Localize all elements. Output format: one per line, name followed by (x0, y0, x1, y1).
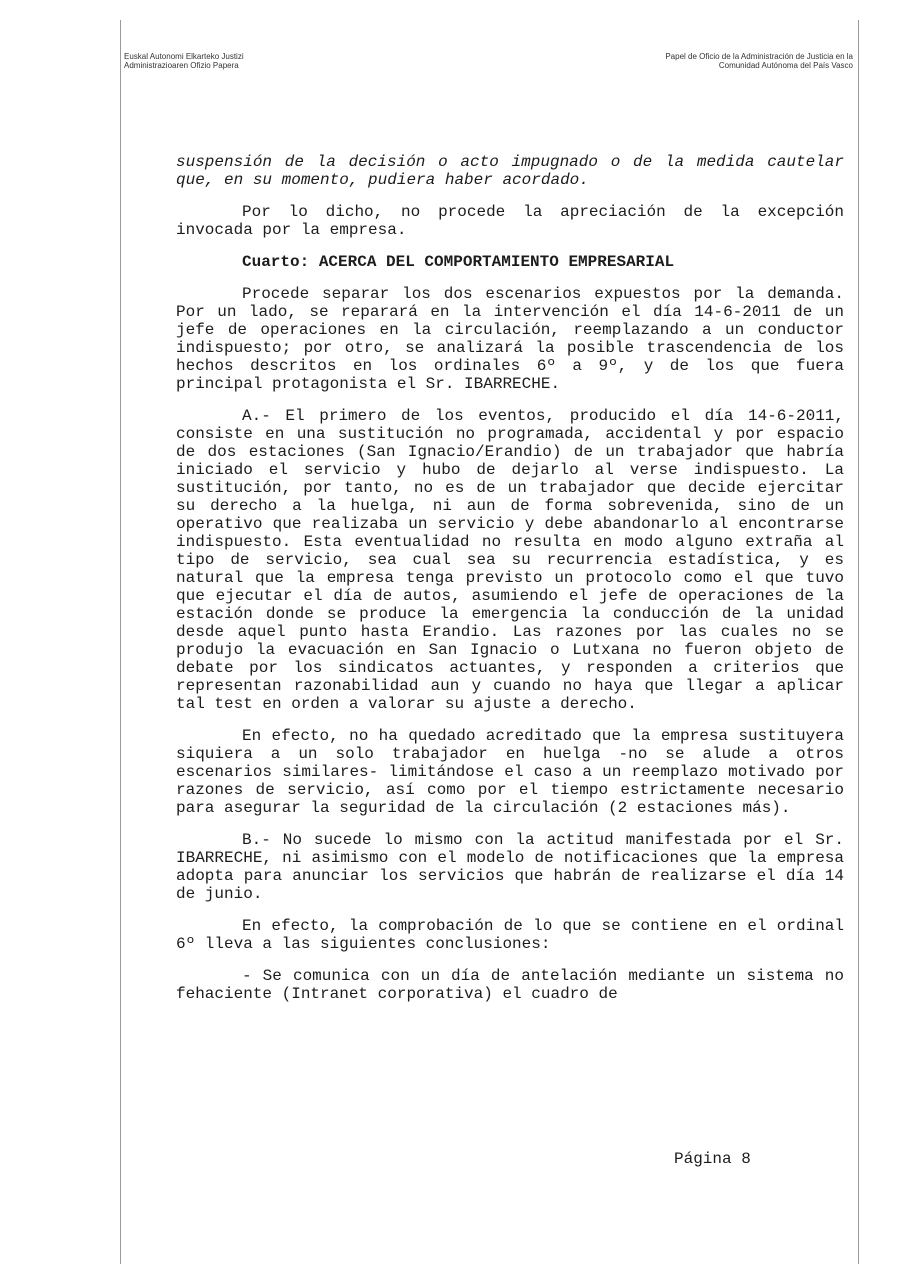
paragraph-exception: Por lo dicho, no procede la apreciación de la excepción invocada por la empresa. (176, 203, 844, 239)
paragraph-bullet: - Se comunica con un día de antelación mediante un sistema no fehaciente (Intranet corporativa) el cuadro de (176, 967, 844, 1003)
header-basque (124, 52, 244, 70)
paragraph-a: A.- El primero de los eventos, producido el día 14-6-2011, consiste en una sustitución no programada, accidental y por espacio de dos estaciones (San Ignacio/Erandio) de un trabajador que habría iniciado el servicio y hubo de dejarlo al verse indispuesto. La sustitución, por tanto, no es de un trabajador que decide ejercitar su derecho a la huelga, ni aun de forma sobrevenida, sino de un operativo que realizaba un servicio y debe abandonarlo al encontrarse indispuesto. Esta eventualidad no resulta en modo alguno extraña al tipo de servicio, sea cual sea su recurrencia estadística, y es natural que la empresa tenga previsto un protocolo como el que tuvo que ejecutar el día de autos, asumiendo el jefe de operaciones de la estación donde se produce la emergencia la conducción de la unidad desde aquel punto hasta Erandio. Las razones por las cuales no se produjo la evacuación en San Ignacio o Lutxana no fueron objeto de debate por los sindicatos actuantes, y responden a criterios que representan razonabilidad aun y cuando no haya que llegar a aplicar tal test en orden a valorar su ajuste a derecho. (176, 407, 844, 713)
paragraph-continuation: suspensión de la decisión o acto impugnado o de la medida cautelar que, en su momento, pudiera haber acordado. (176, 153, 844, 189)
section-heading: Cuarto: ACERCA DEL COMPORTAMIENTO EMPRESARIAL (242, 253, 675, 271)
paragraph-en-efecto-2: En efecto, la comprobación de lo que se contiene en el ordinal 6º lleva a las siguientes conclusiones: (176, 917, 844, 953)
header-basque-line1: Euskal Autonomi Elkarteko Justizi (124, 52, 244, 61)
header-basque-line2: Administrazioaren Ofizio Papera (124, 61, 239, 70)
header-spanish (665, 52, 853, 70)
header-spanish-line2: Comunidad Autónoma del País Vasco (718, 61, 853, 70)
right-margin-line (858, 20, 859, 1264)
left-margin-line (120, 20, 121, 1264)
paragraph-b: B.- No sucede lo mismo con la actitud manifestada por el Sr. IBARRECHE, ni asimismo con el modelo de notificaciones que la empresa adopta para anunciar los servicios que habrán de realizarse el día 14 de junio. (176, 831, 844, 903)
paragraph-en-efecto-1: En efecto, no ha quedado acreditado que la empresa sustituyera siquiera a un solo trabajador en huelga -no se alude a otros escenarios similares- limitándose el caso a un reemplazo motivado por razones de servicio, así como por el tiempo estrictamente necesario para asegurar la seguridad de la circulación (2 estaciones más). (176, 727, 844, 817)
paragraph-scenarios: Procede separar los dos escenarios expuestos por la demanda. Por un lado, se reparará en la intervención el día 14-6-2011 de un jefe de operaciones en la circulación, reemplazando a un conductor indispuesto; por otro, se analizará la posible trascendencia de los hechos descritos en los ordinales 6º a 9º, y de los que fuera principal protagonista el Sr. IBARRECHE. (176, 285, 844, 393)
page-number: Página 8 (674, 1150, 751, 1168)
header-spanish-line1: Papel de Oficio de la Administración de Justicia en la (665, 52, 853, 61)
document-body (176, 153, 844, 1017)
